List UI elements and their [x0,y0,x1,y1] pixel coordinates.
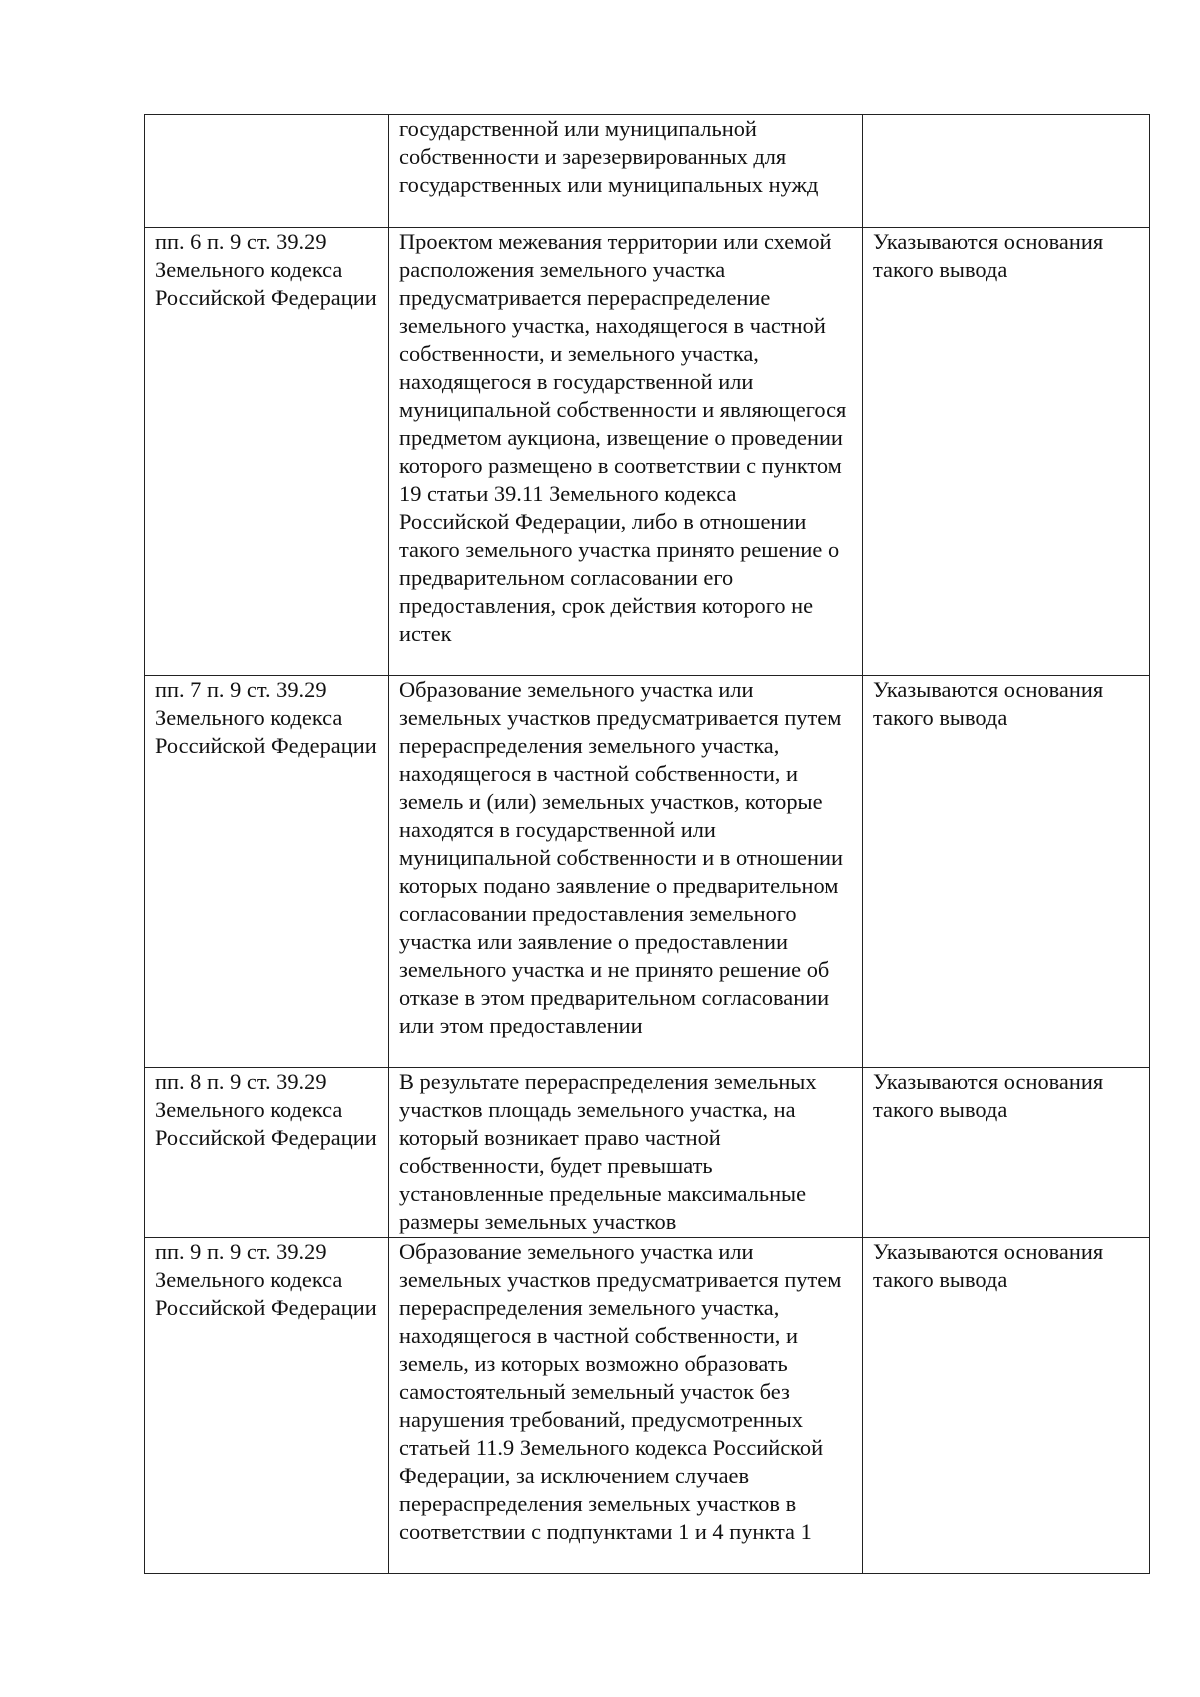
note-text: Указываются основания такого вывода [873,1239,1104,1292]
condition-cell [389,1238,863,1574]
note-cell [863,1238,1150,1574]
legal-reference: пп. 9 п. 9 ст. 39.29 Земельного кодекса Российской Федерации [155,1239,377,1320]
table-row [145,1068,1150,1238]
condition-text: Образование земельного участка или земельных участков предусматривается путем перераспределения земельного участка, находящегося в частной собственности, и земель и (или) земельных участков, которые находятся в государственной или муниципальной собственности и в отношении которых подано заявление о предварительном согласовании предоставления земельного участка или заявление о предоставлении земельного участка и не принято решение об отказе в этом предварительном согласовании или этом предоставлении [399,677,843,1038]
grounds-table [144,114,1150,1574]
note-cell [863,1068,1150,1238]
condition-cell [389,115,863,228]
note-cell [863,228,1150,676]
condition-text: Проектом межевания территории или схемой расположения земельного участка предусматривается перераспределение земельного участка, находящегося в частной собственности, и земельного участка, находящегося в государственной или муниципальной собственности и являющегося предметом аукциона, извещение о проведении которого размещено в соответствии с пунктом 19 статьи 39.11 Земельного кодекса Российской Федерации, либо в отношении такого земельного участка принято решение о предварительном согласовании его предоставления, срок действия которого не истек [399,229,847,646]
legal-reference: пп. 6 п. 9 ст. 39.29 Земельного кодекса Российской Федерации [155,229,377,310]
legal-reference-cell [145,115,389,228]
table-row [145,1238,1150,1574]
condition-cell [389,1068,863,1238]
table-row [145,115,1150,228]
note-cell [863,676,1150,1068]
condition-cell [389,676,863,1068]
condition-cell [389,228,863,676]
table-row [145,676,1150,1068]
note-text: Указываются основания такого вывода [873,1069,1104,1122]
condition-text: В результате перераспределения земельных участков площадь земельного участка, на который возникает право частной собственности, будет превышать установленные предельные максимальные размеры земельных участков [399,1069,817,1234]
condition-text: Образование земельного участка или земельных участков предусматривается путем перераспределения земельного участка, находящегося в частной собственности, и земель, из которых возможно образовать самостоятельный земельный участок без нарушения требований, предусмотренных статьей 11.9 Земельного кодекса Российской Федерации, за исключением случаев перераспределения земельных участков в соответствии с подпунктами 1 и 4 пункта 1 [399,1239,842,1544]
table-row [145,228,1150,676]
note-text: Указываются основания такого вывода [873,677,1104,730]
condition-text: государственной или муниципальной собственности и зарезервированных для государственных или муниципальных нужд [399,116,819,197]
legal-reference: пп. 8 п. 9 ст. 39.29 Земельного кодекса Российской Федерации [155,1069,377,1150]
legal-reference-cell [145,676,389,1068]
legal-reference-cell [145,1068,389,1238]
legal-reference-cell [145,228,389,676]
note-cell [863,115,1150,228]
note-text: Указываются основания такого вывода [873,229,1104,282]
legal-reference-cell [145,1238,389,1574]
legal-reference: пп. 7 п. 9 ст. 39.29 Земельного кодекса Российской Федерации [155,677,377,758]
